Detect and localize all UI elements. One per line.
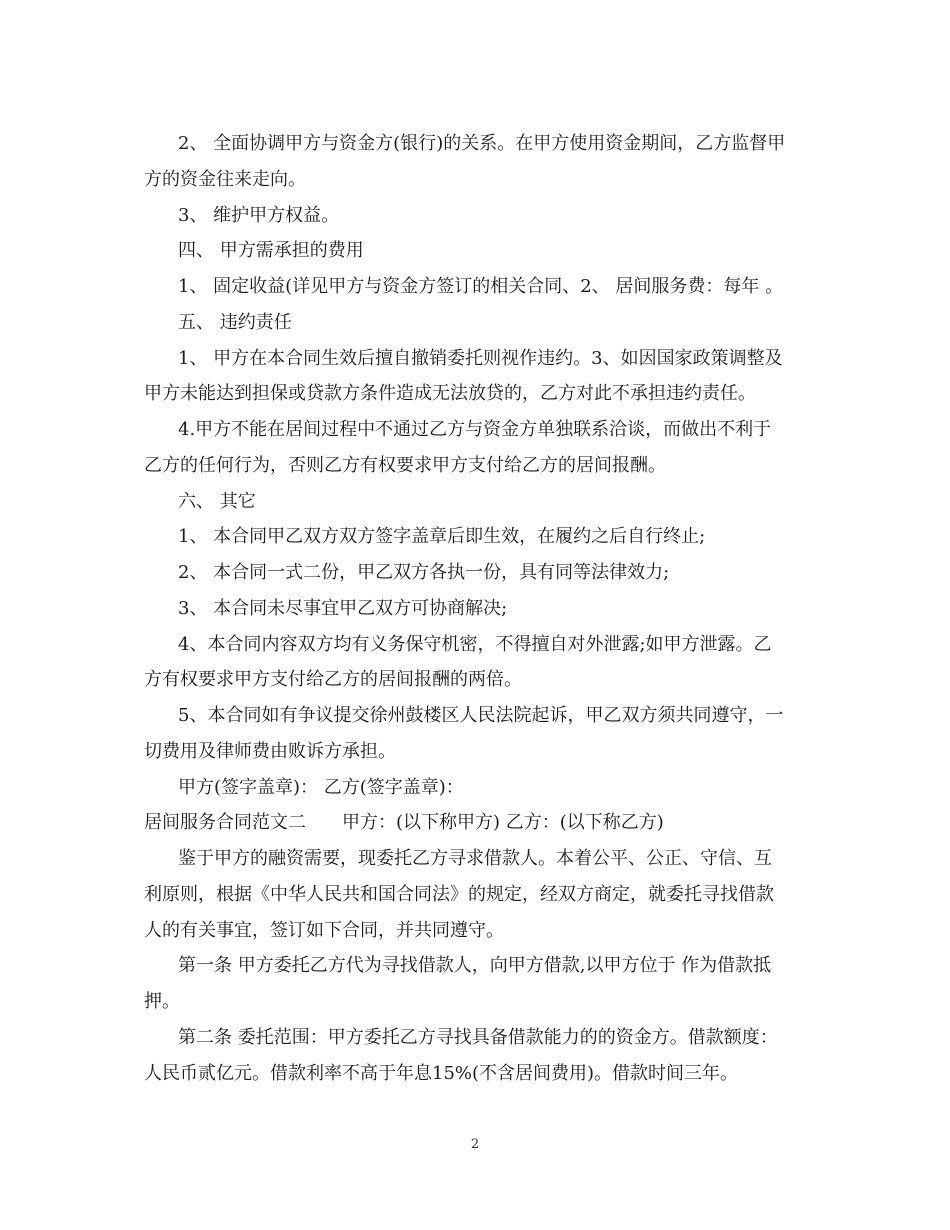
text-line-18: 切费用及律师费由败诉方承担。 xyxy=(144,741,396,762)
text-line-2: 方的资金往来走向。 xyxy=(144,169,306,190)
section-heading-other: 六、 其它 xyxy=(178,491,256,512)
page-number: 2 xyxy=(470,1137,480,1152)
text-line-22: 利原则，根据《中华人民共和国合同法》的规定，经双方商定，就委托寻找借款 xyxy=(144,884,774,905)
text-line-1: 2、 全面协调甲方与资金方(银行)的关系。在甲方使用资金期间，乙方监督甲 xyxy=(178,133,786,154)
article-one: 第一条 甲方委托乙方代为寻找借款人，向甲方借款,以甲方位于 作为借款抵 xyxy=(178,955,772,976)
text-line-12: 1、 本合同甲乙双方双方签字盖章后即生效，在履约之后自行终止; xyxy=(178,526,706,547)
text-line-17: 5、本合同如有争议提交徐州鼓楼区人民法院起诉，甲乙双方须共同遵守，一 xyxy=(178,705,784,726)
text-line-27: 人民币贰亿元。借款利率不高于年息15%(不含居间费用)。借款时间三年。 xyxy=(144,1063,739,1084)
text-line-25: 押。 xyxy=(144,991,180,1012)
text-line-21: 鉴于甲方的融资需要，现委托乙方寻求借款人。本着公平、公正、守信、互 xyxy=(178,848,772,869)
text-line-9: 4.甲方不能在居间过程中不通过乙方与资金方单独联系洽谈，而做出不利于 xyxy=(178,419,772,440)
signature-line: 甲方(签字盖章)： 乙方(签字盖章)： xyxy=(178,777,464,798)
text-line-10: 乙方的任何行为，否则乙方有权要求甲方支付给乙方的居间报酬。 xyxy=(144,455,666,476)
contract-two-heading: 居间服务合同范文二 甲方：(以下称甲方) 乙方：(以下称乙方) xyxy=(144,812,664,833)
text-line-7: 1、 甲方在本合同生效后擅自撤销委托则视作违约。3、如因国家政策调整及 xyxy=(178,348,783,369)
text-line-13: 2、 本合同一式二份，甲乙双方各执一份，具有同等法律效力; xyxy=(178,562,670,583)
text-line-15: 4、本合同内容双方均有义务保守机密，不得擅自对外泄露;如甲方泄露。乙 xyxy=(178,634,772,655)
section-heading-breach: 五、 违约责任 xyxy=(178,312,292,333)
text-line-5: 1、 固定收益(详见甲方与资金方签订的相关合同、2、 居间服务费：每年 。 xyxy=(178,276,784,297)
text-line-14: 3、 本合同未尽事宜甲乙双方可协商解决; xyxy=(178,598,508,619)
section-heading-fees: 四、 甲方需承担的费用 xyxy=(178,240,364,261)
article-two: 第二条 委托范围：甲方委托乙方寻找具备借款能力的的资金方。借款额度： xyxy=(178,1027,778,1048)
text-line-8: 甲方未能达到担保或贷款方条件造成无法放贷的，乙方对此不承担违约责任。 xyxy=(144,383,756,404)
text-line-23: 人的有关事宜，签订如下合同，并共同遵守。 xyxy=(144,920,504,941)
text-line-16: 方有权要求甲方支付给乙方的居间报酬的两倍。 xyxy=(144,669,522,690)
text-line-3: 3、 维护甲方权益。 xyxy=(178,205,340,226)
